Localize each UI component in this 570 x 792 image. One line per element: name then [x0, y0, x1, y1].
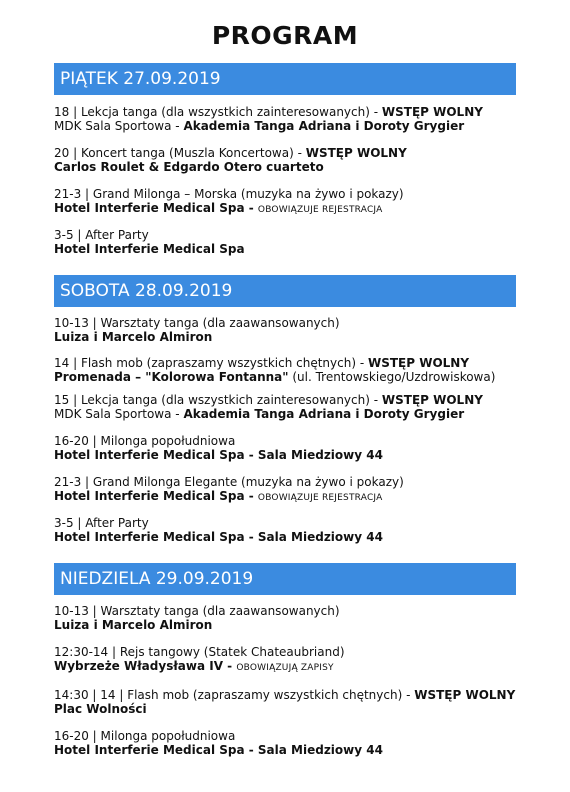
event-line-2: [54, 489, 524, 505]
event-item: [54, 729, 524, 757]
event-line-1: [54, 146, 524, 160]
event-line-2: [54, 119, 524, 133]
event-time-title: 20 | Koncert tanga (Muszla Koncertowa) -: [54, 146, 306, 160]
event-line-2: [54, 201, 524, 217]
event-venue: Hotel Interferie Medical Spa -: [54, 201, 258, 215]
day-header-sunday: NIEDZIELA 29.09.2019: [54, 563, 516, 595]
event-line-2: [54, 370, 524, 384]
event-venue: MDK Sala Sportowa -: [54, 119, 184, 133]
event-item: [54, 604, 524, 632]
registration-note: OBOWIĄZUJE REJESTRACJA: [257, 493, 383, 503]
event-organizer: Akademia Tanga Adriana i Doroty Grygier: [183, 407, 465, 421]
event-time-title: 3-5 | After Party: [54, 228, 149, 242]
event-item: [54, 688, 524, 716]
event-item: [54, 434, 524, 462]
event-time-title: 14:30 | 14 | Flash mob (zapraszamy wszystkich chętnych) -: [54, 688, 415, 702]
event-item: [54, 105, 524, 133]
event-venue: Wybrzeże Władysława IV -: [54, 659, 237, 673]
event-line-1: [54, 356, 524, 370]
event-time-title: 10-13 | Warsztaty tanga (dla zaawansowanych): [54, 316, 340, 330]
event-item: [54, 475, 524, 505]
event-item: [54, 228, 524, 256]
event-instructors: Luiza i Marcelo Almiron: [54, 330, 213, 344]
event-item: [54, 146, 524, 174]
event-venue: Hotel Interferie Medical Spa - Sala Miedziowy 44: [54, 530, 383, 544]
free-entry-label: WSTĘP WOLNY: [414, 688, 516, 702]
event-time-title: 3-5 | After Party: [54, 516, 149, 530]
signup-note: OBOWIĄZUJĄ ZAPISY: [236, 663, 334, 673]
event-item: [54, 316, 524, 344]
event-venue: Plac Wolności: [54, 702, 147, 716]
free-entry-label: WSTĘP WOLNY: [381, 105, 483, 119]
event-venue: Hotel Interferie Medical Spa - Sala Miedziowy 44: [54, 743, 383, 757]
registration-note: OBOWIĄZUJE REJESTRACJA: [257, 205, 383, 215]
event-venue: Promenada – "Kolorowa Fontanna": [54, 370, 289, 384]
event-address: (ul. Trentowskiego/Uzdrowiskowa): [288, 370, 496, 384]
event-organizer: Akademia Tanga Adriana i Doroty Grygier: [183, 119, 465, 133]
event-instructors: Luiza i Marcelo Almiron: [54, 618, 213, 632]
page-title: PROGRAM: [211, 21, 359, 50]
event-time-title: 18 | Lekcja tanga (dla wszystkich zainteresowanych) -: [54, 105, 382, 119]
free-entry-label: WSTĘP WOLNY: [367, 356, 470, 370]
day-header-saturday: SOBOTA 28.09.2019: [54, 275, 516, 307]
event-line-1: [54, 105, 524, 119]
day-header-friday: PIĄTEK 27.09.2019: [54, 63, 516, 95]
event-time-title: 10-13 | Warsztaty tanga (dla zaawansowanych): [54, 604, 340, 618]
free-entry-label: WSTĘP WOLNY: [381, 393, 483, 407]
event-time-title: 21-3 | Grand Milonga Elegante (muzyka na żywo i pokazy): [54, 475, 404, 489]
free-entry-label: WSTĘP WOLNY: [305, 146, 407, 160]
event-venue: Hotel Interferie Medical Spa: [54, 242, 245, 256]
event-line-1: [54, 688, 524, 702]
event-item: [54, 516, 524, 544]
event-time-title: 21-3 | Grand Milonga – Morska (muzyka na żywo i pokazy): [54, 187, 404, 201]
event-time-title: 16-20 | Milonga popołudniowa: [54, 434, 236, 448]
event-venue: Hotel Interferie Medical Spa - Sala Miedziowy 44: [54, 448, 383, 462]
event-performer: Carlos Roulet & Edgardo Otero cuarteto: [54, 160, 324, 174]
event-venue: Hotel Interferie Medical Spa -: [54, 489, 258, 503]
event-time-title: 16-20 | Milonga popołudniowa: [54, 729, 236, 743]
event-item: [54, 356, 524, 384]
event-venue: MDK Sala Sportowa -: [54, 407, 184, 421]
event-time-title: 12:30-14 | Rejs tangowy (Statek Chateaubriand): [54, 645, 345, 659]
event-line-1: [54, 393, 524, 407]
event-time-title: 15 | Lekcja tanga (dla wszystkich zainteresowanych) -: [54, 393, 382, 407]
event-item: [54, 393, 524, 421]
event-time-title: 14 | Flash mob (zapraszamy wszystkich chętnych) -: [54, 356, 368, 370]
event-line-2: [54, 659, 524, 675]
event-item: [54, 645, 524, 675]
event-line-2: [54, 407, 524, 421]
event-item: [54, 187, 524, 217]
